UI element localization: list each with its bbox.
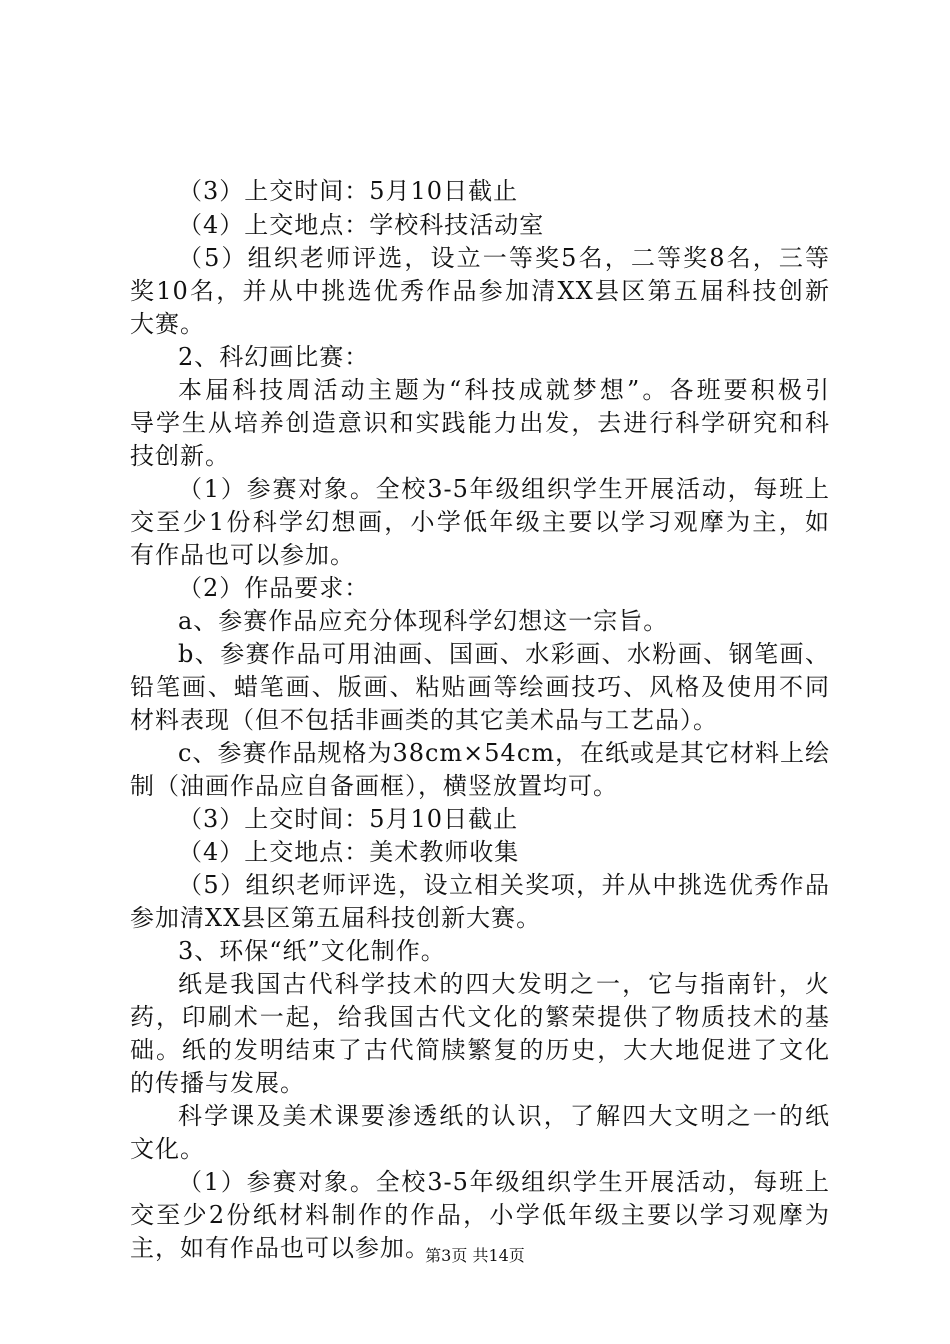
text-line: 主，如有作品也可以参加。 [130, 1234, 430, 1262]
text-line: a、参赛作品应充分体现科学幻想这一宗旨。 [178, 607, 669, 635]
text-line: 交至少2份纸材料制作的作品，小学低年级主要以学习观摩为 [130, 1201, 830, 1229]
text-line: 技创新。 [130, 442, 230, 470]
page-number-footer: 第3页 共14页 [425, 1246, 525, 1265]
text-line: （5）组织老师评选，设立一等奖5名，二等奖8名，三等 [178, 244, 830, 272]
text-line: （5）组织老师评选，设立相关奖项，并从中挑选优秀作品 [178, 871, 830, 899]
text-line: （2）作品要求： [178, 574, 370, 602]
text-line: 文化。 [130, 1135, 205, 1163]
text-line: 参加清XX县区第五届科技创新大赛。 [130, 904, 542, 932]
text-line: 本届科技周活动主题为“科技成就梦想”。各班要积极引 [178, 376, 830, 404]
text-line: 大赛。 [130, 310, 205, 338]
text-line: 有作品也可以参加。 [130, 541, 355, 569]
text-line: （1）参赛对象。全校3-5年级组织学生开展活动，每班上 [178, 1168, 830, 1196]
text-line: 制（油画作品应自备画框），横竖放置均可。 [130, 772, 618, 800]
text-line: c、参赛作品规格为38cm×54cm，在纸或是其它材料上绘 [178, 739, 831, 767]
section-heading: 3、环保“纸”文化制作。 [178, 937, 446, 965]
text-line: 交至少1份科学幻想画，小学低年级主要以学习观摩为主，如 [130, 508, 830, 536]
text-line: b、参赛作品可用油画、国画、水彩画、水粉画、钢笔画、 [178, 640, 830, 668]
section-heading: 2、科幻画比赛： [178, 343, 370, 371]
text-line: 科学课及美术课要渗透纸的认识，了解四大文明之一的纸 [178, 1102, 830, 1130]
text-line: （1）参赛对象。全校3-5年级组织学生开展活动，每班上 [178, 475, 830, 503]
text-line: （3）上交时间：5月10日截止 [178, 177, 519, 205]
text-line: 铅笔画、蜡笔画、版画、粘贴画等绘画技巧、风格及使用不同 [130, 673, 830, 701]
text-line: 药，印刷术一起，给我国古代文化的繁荣提供了物质技术的基 [130, 1003, 830, 1031]
text-line: 奖10名，并从中挑选优秀作品参加清XX县区第五届科技创新 [130, 277, 830, 305]
text-line: （4）上交地点：美术教师收集 [178, 838, 520, 866]
text-line: （4）上交地点：学校科技活动室 [178, 211, 545, 239]
text-line: 材料表现（但不包括非画类的其它美术品与工艺品）。 [130, 706, 718, 734]
text-line: 纸是我国古代科学技术的四大发明之一，它与指南针，火 [178, 970, 830, 998]
text-line: （3）上交时间：5月10日截止 [178, 805, 519, 833]
text-line: 础。纸的发明结束了古代简牍繁复的历史，大大地促进了文化 [130, 1036, 830, 1064]
text-line: 导学生从培养创造意识和实践能力出发，去进行科学研究和科 [130, 409, 830, 437]
text-line: 的传播与发展。 [130, 1069, 305, 1097]
